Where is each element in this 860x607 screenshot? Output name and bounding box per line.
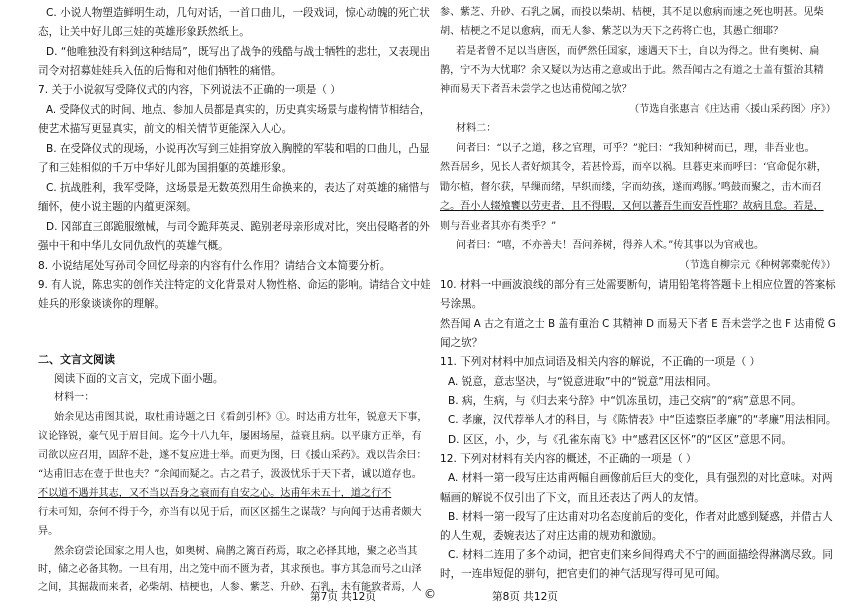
- option-d: D. 区区，小，少，与《孔雀东南飞》中“感君区区怀”的“区区”意思不同。: [448, 434, 793, 446]
- text-line: 闻之欤？: [440, 337, 483, 349]
- option-d: D. 冈部直三郎跪服缴械，与司令跪拜英灵、跪别老母亲形成对比，突出侵略者的外: [46, 221, 430, 233]
- option-c: C. 材料二连用了多个动词，把官吏们来乡间得鸡犬不宁的画面描绘得淋漓尽致。同: [448, 549, 833, 561]
- copyright-symbol: ©: [424, 587, 436, 601]
- text-line: 幅画的解说不仅引出了下文，而且还表达了两人的友情。: [440, 492, 705, 504]
- text-line: 娃兵的形象谈谈你的理解。: [38, 298, 166, 310]
- option-a: A. 材料一第一段写庄达甫两幅自画像前后巨大的变化，具有强烈的对比意味。对两: [448, 472, 833, 484]
- passage-line: 始余见达甫图其说，取杜甫诗题之曰《看剑引杯》①。时达甫方壮年，锐意天下事，: [54, 412, 428, 423]
- text-line: 缅怀，使小说主题的内蕴更深刻。: [38, 201, 197, 213]
- passage-line-wavy: 神而易天下者吾未尝学之也达甫傥闻之欤？: [440, 84, 632, 95]
- text-line: 号涂黑。: [440, 298, 483, 310]
- passage-line: 时，储之必备其物。一旦有用，出之笼中而不匮为者，其求预也。事方其急而号之山泽: [38, 564, 422, 575]
- source-note: （节选自张惠言《庄达甫〈援山采药图〉序》）: [629, 104, 836, 115]
- question-10: 10. 材料一中画波浪线的部分有三处需要断句，请用铅笔将答题卡上相应位置的答案标: [440, 279, 836, 291]
- passage-line: 问者曰：“以子之道，移之官理，可乎？”驼曰：“我知种树而已，理，非吾业也。: [456, 143, 815, 154]
- text-line: 态，让关中好儿郎三娃的英雄形象跃然纸上。: [38, 26, 250, 38]
- text-line: 然吾闻 A 古之有道之士 B 盖有重治 C 其精神 D 而易天下者 E 吾未尝学之也 F 达甫傥 G: [440, 318, 836, 330]
- text-line: 司令对招募娃娃兵入伍的后悔和对他们牺牲的痛惜。: [38, 65, 282, 77]
- passage-line: 异。: [38, 526, 59, 537]
- passage-line: 鹊，宁不为大忧耶？余又疑以为达甫之意或出于此。然吾闻古之有道之士盖有蜇治其精: [440, 65, 824, 76]
- question-7: 7. 关于小说叙写受降仪式的内容，下列说法不正确的一项是（ ）: [38, 84, 341, 96]
- option-a: A. 锐意，意志坚决，与“锐意进取”中的“锐意”用法相同。: [448, 376, 717, 388]
- option-b: B. 病，生病，与《归去来兮辞》中“饥冻虽切，违己交病”的“病”意思不同。: [448, 395, 802, 407]
- question-8: 8. 小说结尾处写孙司令回忆母亲的内容有什么作用？请结合文本简要分析。: [38, 260, 391, 272]
- option-c: C. 小说人物塑造鲜明生动，几句对话，一首口曲儿，一段戏词，惊心动魄的死亡状: [46, 7, 430, 19]
- source-note: （节选自柳宗元《种树郭橐驼传》）: [679, 260, 836, 271]
- option-a: A. 受降仪式的时间、地点、参加人员都是真实的，历史真实场景与虚构情节相结合，: [46, 104, 431, 116]
- question-11: 11. 下列对材料中加点词语及相关内容的解说，不正确的一项是（ ）: [440, 356, 761, 368]
- passage-line: 之间，其掘裁而来者，必柴胡、桔梗也，人参、紫芝、升砂、石乳，未有能致者焉，人: [38, 582, 422, 593]
- passage-line: 问者曰：“嘻，不亦善夫！吾问养树，得养人术。”传其事以为官戒也。: [456, 240, 765, 251]
- text-line: 时，一连串短促的骈句，把官吏们的神气活现写得可见可闻。: [440, 568, 727, 580]
- text-line: 的人生观，委婉表达了对庄达甫的规劝和激励。: [440, 530, 663, 542]
- passage-line: 司欲以应召用，固辞不赴，遂不复应进士举。而更为图，曰《援山采药》。戏以告余曰：: [38, 450, 427, 461]
- option-c: C. 孝廉，汉代荐举人才的科目，与《陈情表》中“臣逵察臣孝廉”的“孝廉”用法相同。: [448, 414, 837, 426]
- page-number-right: 第8页 共12页: [492, 591, 558, 603]
- text-line: 强中干和中华儿女同仇敌忾的英雄气概。: [38, 240, 229, 252]
- option-c: C. 抗战胜利，我军受降，这场景是无数英烈用生命换来的，表达了对英雄的痛惜与: [46, 182, 430, 194]
- question-9: 9. 有人说，陈忠实的创作关注特定的文化背景对人物性格、命运的影响。请结合文中娃: [38, 279, 431, 291]
- passage-line: 然吾居乡，见长人者好烦其令，若甚怜焉，而卒以祸。旦暮吏来而呼曰：‘官命促尔耕，: [440, 162, 827, 173]
- section-intro: 阅读下面的文言文，完成下面小题。: [54, 373, 224, 385]
- material-1-title: 材料一：: [54, 392, 95, 403]
- section-title: 二、文言文阅读: [38, 353, 115, 366]
- text-line: 使艺术描写更显真实，前文的相关情节更能深入人心。: [38, 123, 293, 135]
- option-b: B. 在受降仪式的现场，小说再次写到三娃捐穿放入胸膛的军装和唱的口曲儿，凸显: [46, 143, 430, 155]
- option-d: D. “他唯独没有料到这种结局”，既写出了战争的残酷与战士牺牲的悲壮，又表现出: [46, 46, 431, 58]
- passage-line: 行未可知，奈何不得于今，亦当有以见于后，而区区摇生之谋哉？与向闻于达甫者颇大: [38, 507, 422, 518]
- passage-line-underlined: 不以道不遇并其志，又不当以吾身之衰而有自安之心。达甫年未五十，道之行不: [38, 488, 392, 499]
- option-b: B. 材料一第一段写了庄达甫对功名态度前后的变化，作者对此感到疑惑，并借古人: [448, 511, 833, 523]
- passage-line: 则与吾业者其亦有类乎？”: [440, 221, 557, 232]
- page-number-left: 第7页 共12页: [310, 591, 376, 603]
- material-2-title: 材料二：: [456, 123, 497, 134]
- passage-line: “达甫旧志在壹于世也夫？”余闻而疑之。古之君子，汲汲忧乐于天下者，诚以道存也。: [38, 469, 422, 480]
- passage-line-underlined: 之。吾小人辍飧饔以劳吏者，且不得暇，又何以蕃吾生而安吾性耶？故病且怠。若是，: [440, 201, 824, 212]
- passage-line: 然余窃尝论国家之用人也，如奥树、扁鹊之篱百药焉，取之必择其地，聚之必当其: [54, 546, 418, 557]
- passage-line: 议论锋锐，豪气见于眉目间。迄今十八九年，屡困场屋，益衰且病。以平康方正举，有: [38, 431, 422, 442]
- passage-line: 若是者曾不足以当唐医，而俨然任国家，速遇天下士，自以为得之。世有奥树、扁: [456, 46, 820, 57]
- question-12: 12. 下列对材料有关内容的概述，不正确的一项是（ ）: [440, 453, 697, 465]
- text-line: 了和三娃相似的千万中华好儿郎为国捐躯的英雄形象。: [38, 162, 293, 174]
- passage-line: 勖尔植，督尔获，早缫而绪，早织而缕，字而幼孩，遂而鸡豚。’鸣鼓而聚之，击木而召: [440, 182, 822, 193]
- passage-line: 胡、桔梗之不足以愈病，而无人参、紫芝以为天下之药将亡也，其愚亡细耶？: [440, 26, 784, 37]
- passage-line: 参、紫芝、升砂、石乳之属，而投以柴胡、桔梗，其不足以愈病而速之死也明甚。见柴: [440, 7, 824, 18]
